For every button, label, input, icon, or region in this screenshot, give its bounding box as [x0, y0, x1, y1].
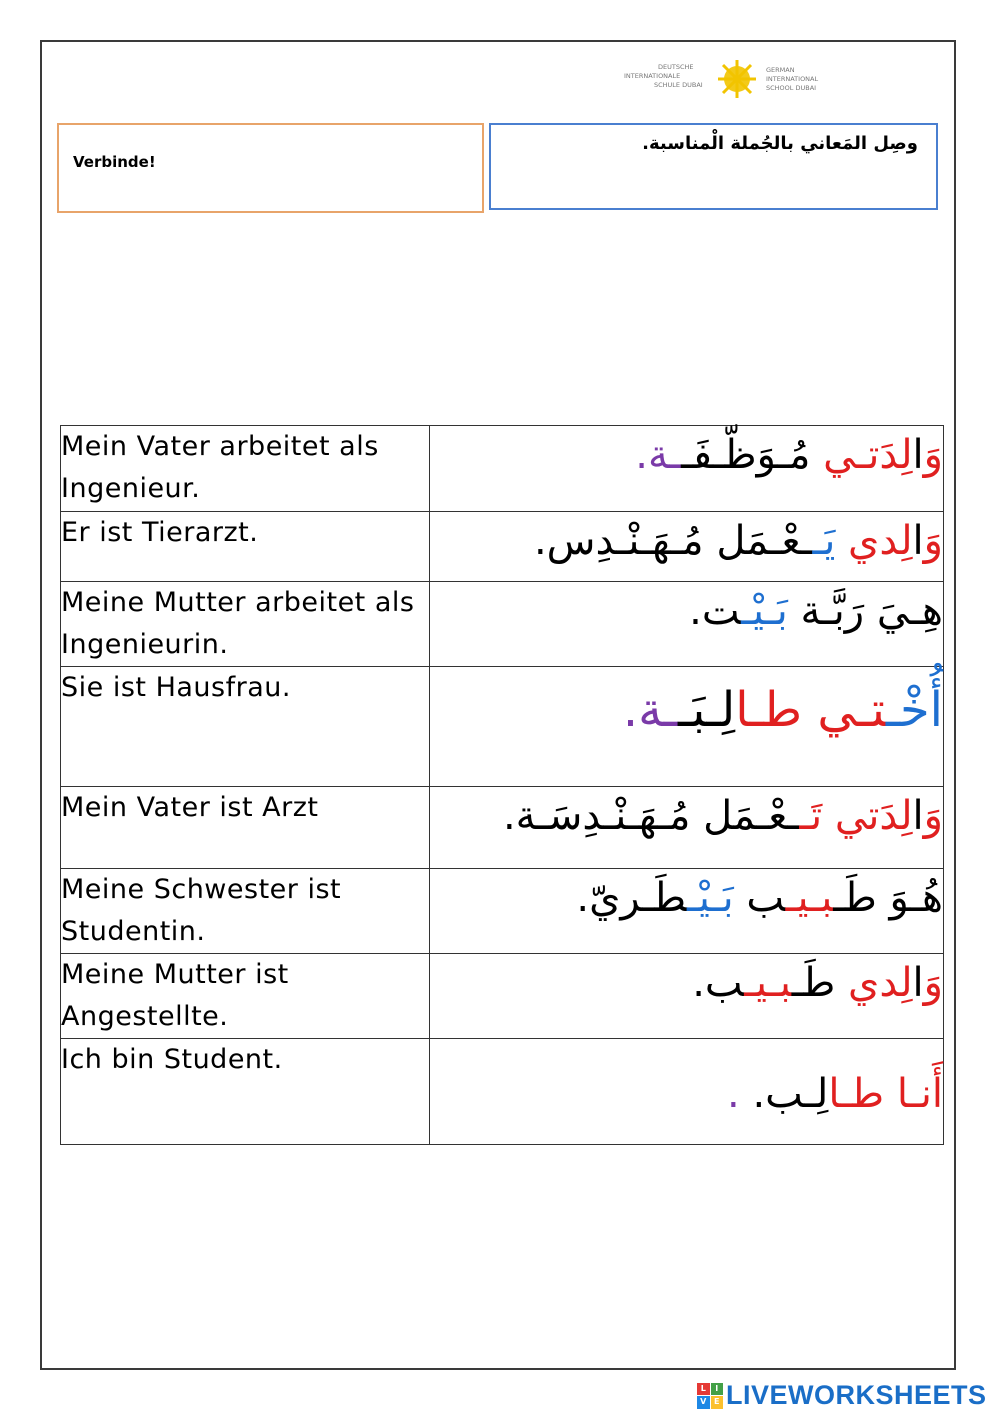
arabic-segment: خْـ [885, 682, 930, 738]
arabic-segment: بـيـ [785, 875, 834, 921]
arabic-segment: بـيـ [744, 960, 792, 1006]
german-instruction: Verbinde! [73, 153, 156, 171]
arabic-segment: لِـبَـ [677, 682, 736, 738]
liveworksheets-logo-icon: L I V E [697, 1383, 723, 1409]
logo-right-line-1: GERMAN [766, 66, 795, 74]
arabic-sentence[interactable] [430, 1039, 944, 1145]
arabic-sentence[interactable] [430, 512, 944, 582]
school-logo [622, 58, 852, 100]
logo-left-line-1: DEUTSCHE [658, 63, 694, 71]
arabic-segment: ت. [689, 588, 742, 634]
arabic-sentence[interactable] [430, 787, 944, 869]
arabic-segment: طَـ [791, 960, 836, 1006]
arabic-segment: تَـ [799, 793, 823, 839]
arabic-segment: وَ [923, 793, 943, 839]
arabic-segment: ب [733, 875, 786, 921]
arabic-segment: تـي [802, 682, 886, 738]
arabic-segment: ـعْـمَل مُـهَـنْـدِسَـة. [502, 793, 800, 839]
arabic-segment: وَ [923, 960, 943, 1006]
table-row [61, 869, 944, 954]
arabic-segment: مُـوَظّـفَـ [681, 432, 824, 478]
table-row [61, 787, 944, 869]
arabic-sentence[interactable] [430, 869, 944, 954]
arabic-segment: طـا [828, 1071, 885, 1117]
table-row [61, 667, 944, 787]
arabic-segment: ا [912, 518, 924, 564]
arabic-segment: لِدَ [879, 432, 913, 478]
arabic-segment: لِدي [835, 960, 913, 1006]
german-sentence[interactable]: Mein Vater arbeitet als Ingenieur. [61, 426, 430, 512]
arabic-segment: ا [912, 960, 924, 1006]
arabic-segment: ب. [692, 960, 745, 1006]
logo-right-line-3: SCHOOL DUBAI [766, 84, 817, 92]
logo-left-line-3: SCHULE DUBAI [654, 81, 703, 89]
arabic-segment: أُ [929, 682, 943, 738]
german-sentence[interactable]: Mein Vater ist Arzt [61, 787, 430, 869]
arabic-segment: ـة. [635, 432, 682, 478]
arabic-segment: هُـوَ طَـ [833, 875, 943, 921]
arabic-segment: لِدي [835, 518, 913, 564]
arabic-segment: وَ [923, 432, 943, 478]
table-row [61, 512, 944, 582]
arabic-segment: ـعْـمَل مُـهَـنْـدِس. [533, 518, 813, 564]
arabic-segment: وَ [923, 518, 943, 564]
arabic-segment: طَـريّ. [576, 875, 688, 921]
arabic-segment: هِـيَ رَبَّـة [787, 588, 943, 634]
liveworksheets-brand [697, 1380, 987, 1411]
arabic-segment: تي [822, 793, 880, 839]
table-row [61, 426, 944, 512]
german-sentence[interactable]: Meine Schwester ist Studentin. [61, 869, 430, 954]
german-sentence[interactable]: Meine Mutter arbeitet als Ingenieurin. [61, 582, 430, 667]
arabic-instruction: وصِل المَعاني بالجُملة الْمناسبة. [642, 133, 918, 154]
brand-name: LIVEWORKSHEETS [726, 1380, 987, 1410]
german-sentence[interactable]: Meine Mutter ist Angestellte. [61, 954, 430, 1039]
german-sentence[interactable]: Ich bin Student. [61, 1039, 430, 1145]
arabic-segment: . [727, 1071, 753, 1117]
arabic-sentence[interactable] [430, 954, 944, 1039]
arabic-segment: ا [912, 793, 924, 839]
logo-right-line-2: INTERNATIONAL [766, 75, 819, 83]
arabic-segment: تـي [823, 432, 880, 478]
arabic-sentence[interactable] [430, 426, 944, 512]
arabic-sentence[interactable] [430, 667, 944, 787]
table-row [61, 954, 944, 1039]
german-sentence[interactable]: Sie ist Hausfrau. [61, 667, 430, 787]
logo-left-line-2: INTERNATIONALE [624, 72, 681, 80]
arabic-segment: لِـب. [752, 1071, 829, 1117]
arabic-segment: ا [912, 432, 924, 478]
arabic-segment: لِدَ [879, 793, 913, 839]
arabic-segment: بَـيْـ [741, 588, 788, 634]
table-row [61, 582, 944, 667]
arabic-segment: طـا [735, 682, 803, 738]
arabic-segment: أَنـا [884, 1071, 943, 1117]
arabic-segment: يَـ [812, 518, 836, 564]
table-row [61, 1039, 944, 1145]
german-instruction-box [57, 123, 484, 213]
arabic-segment: بَـيْـ [687, 875, 734, 921]
arabic-sentence[interactable] [430, 582, 944, 667]
arabic-segment: ـة. [622, 682, 678, 738]
arabic-instruction-box [489, 123, 938, 210]
german-sentence[interactable]: Er ist Tierarzt. [61, 512, 430, 582]
matching-table [60, 425, 944, 1145]
